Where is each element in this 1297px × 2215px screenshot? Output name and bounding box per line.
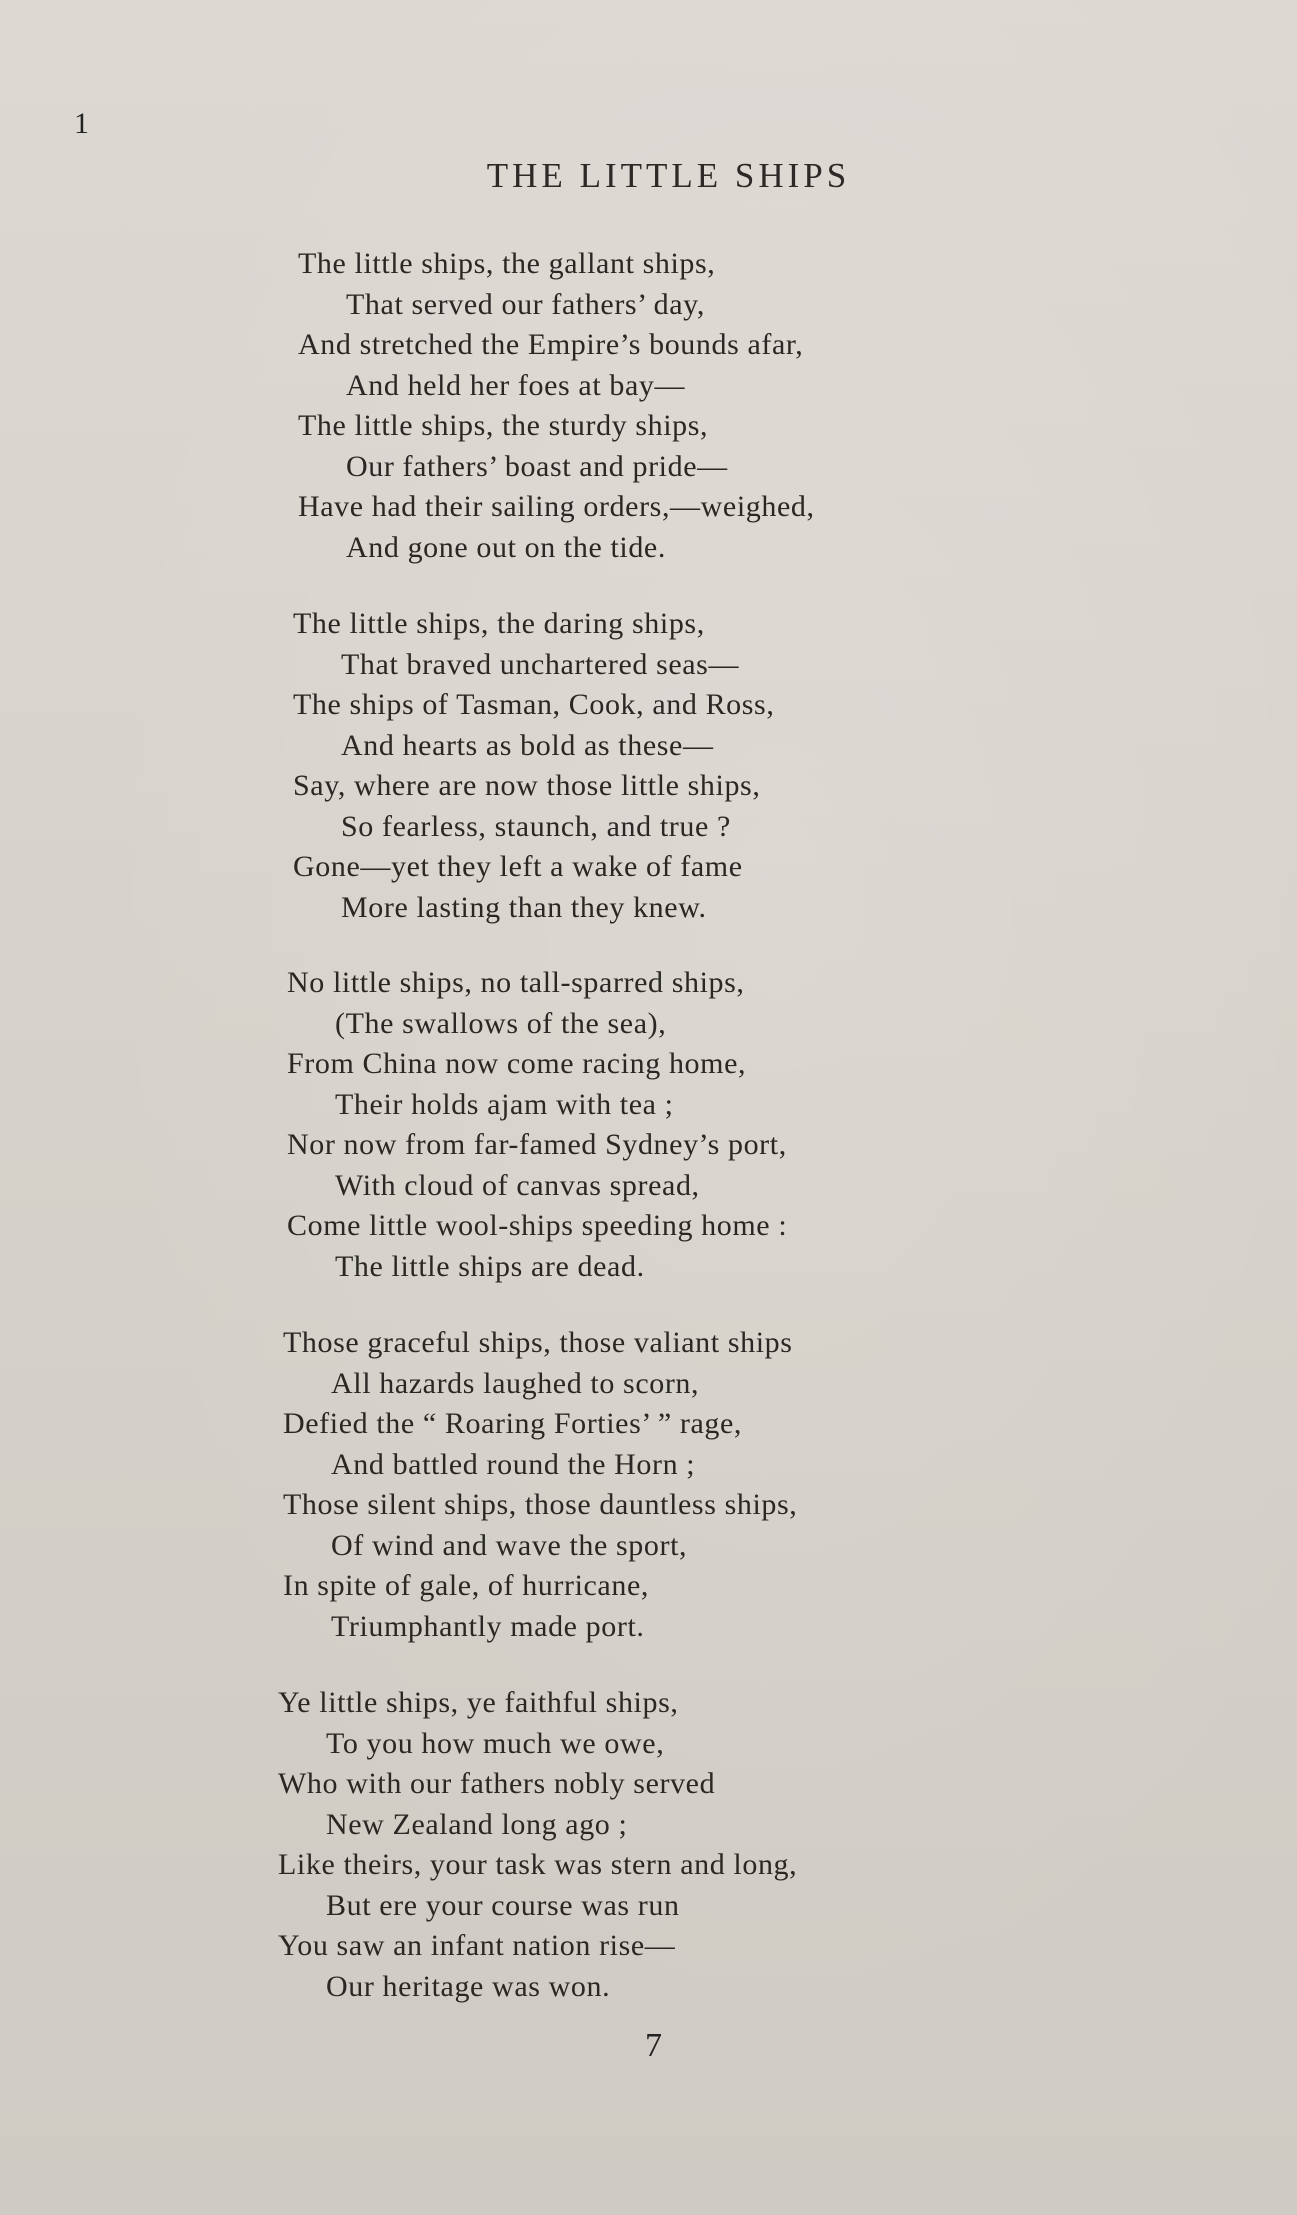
poem-line: The little ships, the sturdy ships, bbox=[298, 409, 709, 442]
poem-line: Like theirs, your task was stern and long, bbox=[278, 1848, 798, 1881]
poem-line: The ships of Tasman, Cook, and Ross, bbox=[293, 688, 775, 721]
margin-mark: 1 bbox=[74, 107, 89, 140]
poem-line: And battled round the Horn ; bbox=[331, 1447, 696, 1481]
poem-line: That served our fathers’ day, bbox=[346, 287, 705, 321]
poem-line: With cloud of canvas spread, bbox=[335, 1168, 700, 1202]
poem-line: New Zealand long ago ; bbox=[326, 1807, 628, 1841]
poem-line: Of wind and wave the sport, bbox=[331, 1528, 688, 1562]
stanza-3 bbox=[287, 963, 1007, 1287]
poem-line: To you how much we owe, bbox=[326, 1726, 665, 1760]
poem-line: Their holds ajam with tea ; bbox=[335, 1087, 674, 1121]
page-number: 7 bbox=[645, 2027, 662, 2064]
poem-line: From China now come racing home, bbox=[287, 1047, 747, 1080]
poem-line: Triumphantly made port. bbox=[331, 1609, 645, 1643]
poem-line: The little ships, the daring ships, bbox=[293, 607, 705, 640]
poem-line: Who with our fathers nobly served bbox=[278, 1767, 716, 1800]
poem-line: Come little wool-ships speeding home : bbox=[287, 1209, 788, 1242]
poem-line: Have had their sailing orders,—weighed, bbox=[298, 490, 815, 523]
poem-line: (The swallows of the sea), bbox=[335, 1006, 667, 1040]
poem-line: Gone—yet they left a wake of fame bbox=[293, 850, 743, 883]
poem-line: And gone out on the tide. bbox=[346, 530, 666, 564]
poem-line: Those silent ships, those dauntless ships, bbox=[283, 1488, 798, 1521]
poem-line: And hearts as bold as these— bbox=[341, 728, 714, 762]
stanza-4 bbox=[283, 1323, 1003, 1647]
poem-line: Defied the “ Roaring Forties’ ” rage, bbox=[283, 1407, 742, 1440]
poem-line: Nor now from far-famed Sydney’s port, bbox=[287, 1128, 787, 1161]
stanza-1 bbox=[298, 244, 1018, 568]
poem-line: That braved unchartered seas— bbox=[341, 647, 740, 681]
stanza-2 bbox=[293, 604, 1013, 928]
poem-line: More lasting than they knew. bbox=[341, 890, 707, 924]
poem-line: The little ships are dead. bbox=[335, 1249, 645, 1283]
poem-line: And held her foes at bay— bbox=[346, 368, 686, 402]
stanza-5 bbox=[278, 1683, 998, 2007]
poem-line: Our fathers’ boast and pride— bbox=[346, 449, 728, 483]
poem-line: You saw an infant nation rise— bbox=[278, 1929, 676, 1962]
poem-line: In spite of gale, of hurricane, bbox=[283, 1569, 649, 1602]
poem-title: THE LITTLE SHIPS bbox=[486, 156, 851, 195]
poem-line: The little ships, the gallant ships, bbox=[298, 247, 716, 280]
poem-line: Those graceful ships, those valiant ships bbox=[283, 1326, 793, 1359]
poem-line: Our heritage was won. bbox=[326, 1969, 611, 2003]
poem-line: So fearless, staunch, and true ? bbox=[341, 809, 731, 843]
poem-line: Ye little ships, ye faithful ships, bbox=[278, 1686, 679, 1719]
poem-line: But ere your course was run bbox=[326, 1888, 680, 1922]
poem-line: Say, where are now those little ships, bbox=[293, 769, 761, 802]
poem-line: All hazards laughed to scorn, bbox=[331, 1366, 700, 1400]
poem-line: No little ships, no tall-sparred ships, bbox=[287, 966, 745, 999]
poem-line: And stretched the Empire’s bounds afar, bbox=[298, 328, 804, 361]
